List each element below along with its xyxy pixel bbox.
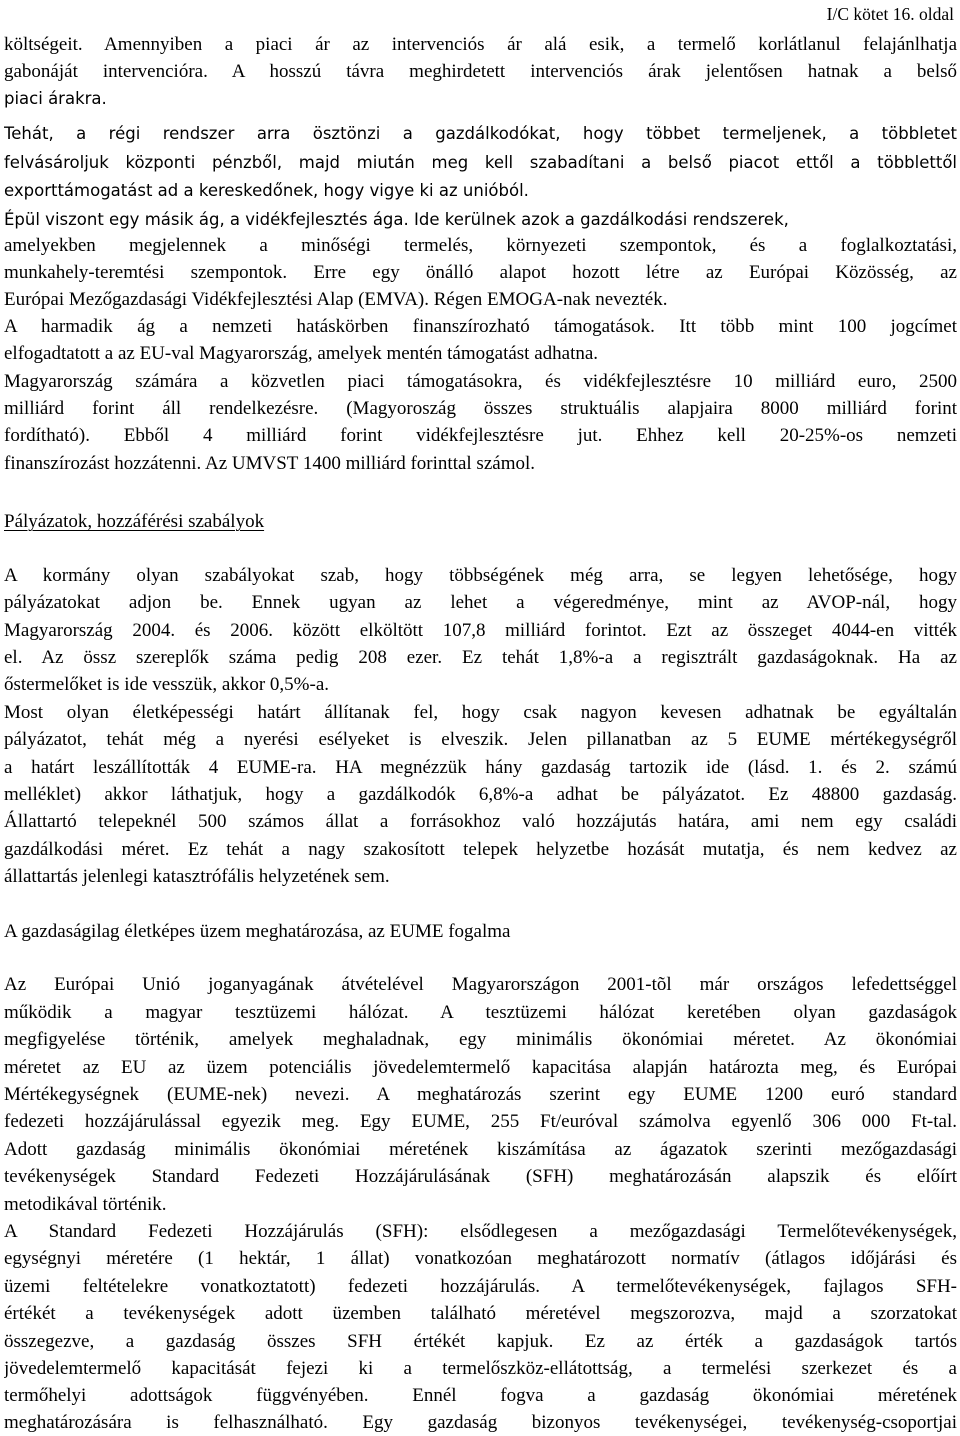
paragraph-line: költségeit. Amennyiben a piaci ár az intervenciós ár alá esik, a termelő korlátlanul felajánlhatja xyxy=(4,34,957,55)
paragraph-line: Magyarország 2004. és 2006. között elköltött 107,8 milliárd forintot. Ezt az összeget 4044-en vitték xyxy=(4,620,957,641)
paragraph-line: Tehát, a régi rendszer arra ösztönzi a gazdálkodókat, hogy többet termeljenek, a többletet xyxy=(4,124,957,143)
paragraph-line: meghatározására is felhasználható. Egy gazdaság bizonyos tevékenységei, tevékenység-csoportjai xyxy=(4,1412,957,1433)
paragraph-line: termőhelyi adottságok függvényében. Ennél fogva a gazdaság ökonómiai méretének xyxy=(4,1385,957,1406)
paragraph-line: megfigyelése történik, amelyek meghaladnak, egy minimális ökonómiai méretet. Az ökonómiai xyxy=(4,1029,957,1050)
paragraph-line: Az Európai Unió joganyagának átvételével Magyarországon 2001-tõl már országos lefedettséggel xyxy=(4,974,957,995)
paragraph-line: metodikával történik. xyxy=(4,1194,167,1215)
paragraph-line: fedezeti hozzájárulással egyezik meg. Egy EUME, 255 Ft/euróval számolva egyenlő 306 000 Ft-tal. xyxy=(4,1111,957,1132)
paragraph-line: tevékenységek Standard Fedezeti Hozzájárulásának (SFH) meghatározásán alapszik és előírt xyxy=(4,1166,957,1187)
paragraph-line: Állattartó telepeknél 500 számos állat a forrásokhoz való hozzájutás határa, ami nem egy családi xyxy=(4,811,957,832)
paragraph-line: A Standard Fedezeti Hozzájárulás (SFH): elsődlegesen a mezőgazdasági Termelőtevékenységek, xyxy=(4,1221,957,1242)
paragraph-line: finanszírozást hozzátenni. Az UMVST 1400 milliárd forinttal számol. xyxy=(4,453,535,474)
paragraph-line: értékét a tevékenységek adott üzemben található méretével megszorozva, majd a szorzatokat xyxy=(4,1303,957,1324)
paragraph-line: el. Az össz szereplők száma pedig 208 ezer. Ez tehát 1,8%-a a regisztrált gazdaságoknak. Ha az xyxy=(4,647,957,668)
paragraph-line: jövedelemtermelő kapacitását fejezi ki a termelőszköz-ellátottság, a termelési szerkezet és a xyxy=(4,1358,957,1379)
paragraph-line: egységnyi méretére (1 hektár, 1 állat) vonatkozóan meghatározott normatív (átlagos időjárási és xyxy=(4,1248,957,1269)
paragraph-line: őstermelőket is ide vesszük, akkor 0,5%-a. xyxy=(4,674,330,695)
paragraph-line: milliárd forint áll rendelkezésre. (Magyoroszág összes struktuális alapjaira 8000 milliárd forint xyxy=(4,398,957,419)
paragraph-line: Európai Mezőgazdasági Vidékfejlesztési Alap (EMVA). Régen EMOGA-nak nevezték. xyxy=(4,289,668,310)
paragraph-line: piaci árakra. xyxy=(4,89,107,108)
paragraph-line: A harmadik ág a nemzeti hatáskörben finanszírozható támogatások. Itt több mint 100 jogcímet xyxy=(4,316,957,337)
section-heading: Pályázatok, hozzáférési szabályok xyxy=(4,511,265,532)
paragraph-line: Most olyan életképességi határt állítanak fel, hogy csak nagyon kevesen adhatnak be egyáltalán xyxy=(4,702,957,723)
paragraph-line: fordítható). Ebből 4 milliárd forint vidékfejlesztésre jut. Ehhez kell 20-25%-os nemzeti xyxy=(4,425,957,446)
paragraph-line: felvásároljuk központi pénzből, majd miután meg kell szabadítani a belső piacot ettől a többlettől xyxy=(4,153,957,172)
paragraph-line: elfogadtatott a az EU-val Magyarország, amelyek mentén támogatást adhatna. xyxy=(4,343,599,364)
paragraph-line: melléklet) akkor láthatjuk, hogy a gazdálkodók 6,8%-a adhat be pályázatot. Ez 48800 gazdaság. xyxy=(4,784,957,805)
paragraph-line: Épül viszont egy másik ág, a vidékfejlesztés ága. Ide kerülnek azok a gazdálkodási rendszerek, xyxy=(4,210,789,229)
paragraph-line: A kormány olyan szabályokat szab, hogy többségének még arra, se legyen lehetősége, hogy xyxy=(4,565,957,586)
paragraph-line: pályázatot, tehát még a nyerési esélyeket is elveszik. Jelen pillanatban az 5 EUME mértékegységről xyxy=(4,729,957,750)
paragraph-line: állattartás jelenlegi katasztrófális helyzetének sem. xyxy=(4,866,390,887)
paragraph-line: a határt leszállították 4 EUME-ra. HA megnézzük hány gazdaság tartozik ide (lásd. 1. és 2. számú xyxy=(4,757,957,778)
paragraph-line: pályázatokat adjon be. Ennek ugyan az lehet a végeredménye, mint az AVOP-nál, hogy xyxy=(4,592,957,613)
paragraph-line: méretet az EU az üzem potenciális jövedelemtermelő kapacitása alapján határozta meg, és Európai xyxy=(4,1057,957,1078)
page-header: I/C kötet 16. oldal xyxy=(826,4,954,24)
paragraph-line: exporttámogatást ad a kereskedőnek, hogy vigye ki az unióból. xyxy=(4,181,529,200)
paragraph-line: üzemi feltételekre vonatkoztatott) fedezeti hozzájárulás. A termelőtevékenységek, fajlagos SFH- xyxy=(4,1276,957,1297)
paragraph-line: gabonáját intervencióra. A hosszú távra meghirdetett intervenciós árak jelentősen hatnak a belső xyxy=(4,61,957,82)
paragraph-line: amelyekben megjelennek a minőségi termelés, környezeti szempontok, és a foglalkoztatási, xyxy=(4,235,957,256)
paragraph-line: Magyarország számára a közvetlen piaci támogatásokra, és vidékfejlesztésre 10 milliárd euro, 2500 xyxy=(4,371,957,392)
paragraph-line: működik a magyar tesztüzemi hálózat. A tesztüzemi hálózat keretében olyan gazdaságok xyxy=(4,1002,957,1023)
paragraph-line: Mértékegységnek (EUME-nek) nevezi. A meghatározás szerint egy EUME 1200 euró standard xyxy=(4,1084,957,1105)
paragraph-line: gazdálkodási méret. Ez tehát a nagy szakosított telepek helyzetbe hozását mutatja, és nem kedvez az xyxy=(4,839,957,860)
paragraph-line: munkahely-teremtési szempontok. Erre egy önálló alapot hozott létre az Európai Közösség, az xyxy=(4,262,957,283)
paragraph-line: összegezve, a gazdaság összes SFH értékét kapjuk. Ez az érték a gazdaságok tartós xyxy=(4,1331,957,1352)
paragraph-line: Adott gazdaság minimális ökonómiai méretének kiszámítása az ágazatok szerinti mezőgazdasági xyxy=(4,1139,957,1160)
section-heading: A gazdaságilag életképes üzem meghatározása, az EUME fogalma xyxy=(4,921,511,942)
